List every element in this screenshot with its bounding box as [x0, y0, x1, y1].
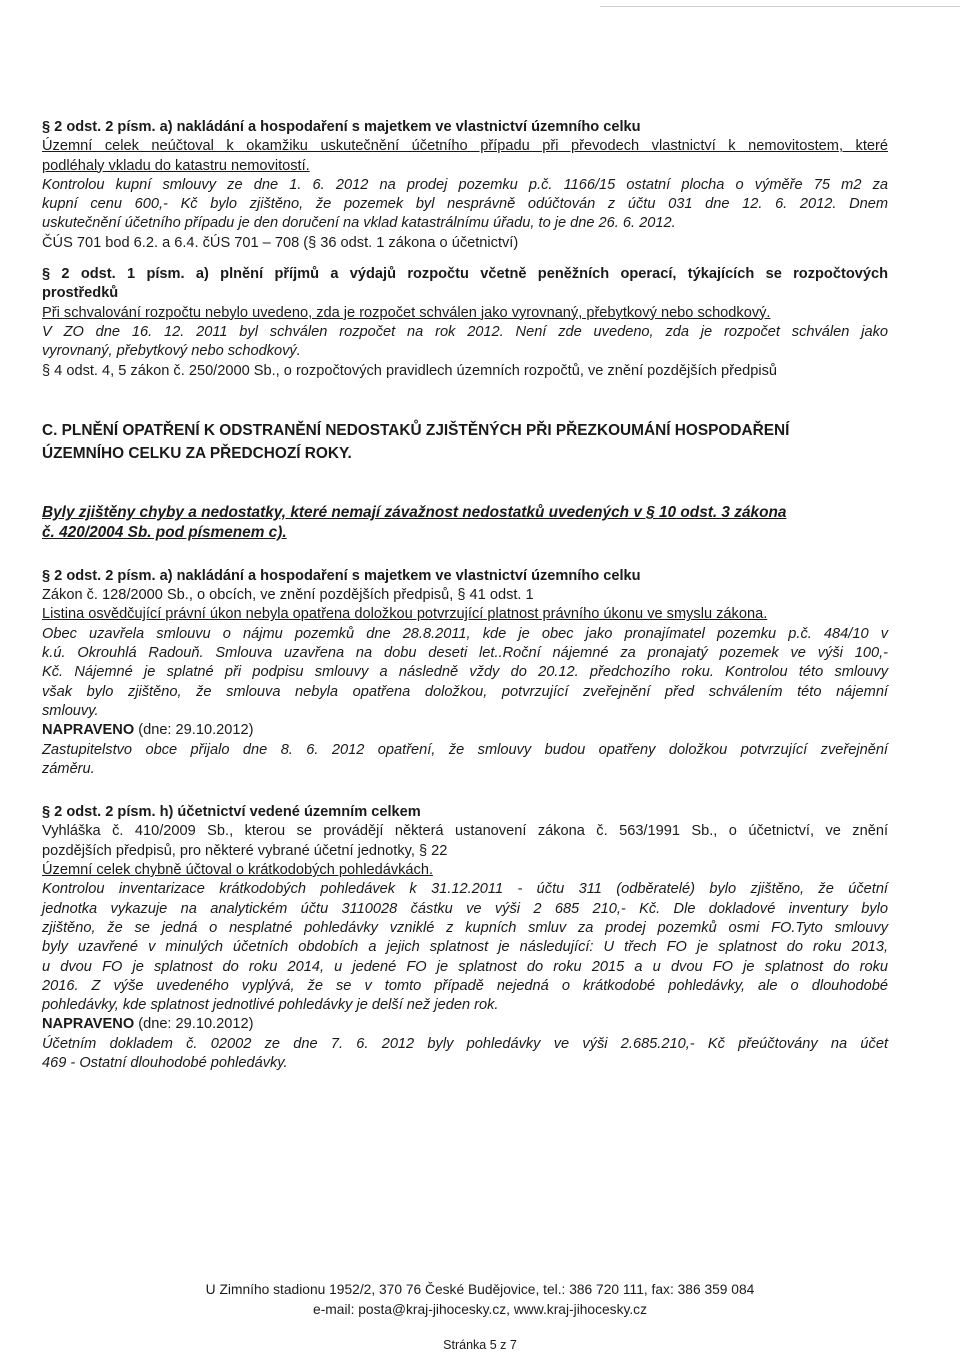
legal-reference: ČÚS 701 bod 6.2. a 6.4. čÚS 701 – 708 (§ 36 odst. 1 zákona o účetnictví) — [42, 234, 519, 251]
section-finding-accounting — [42, 803, 888, 1073]
section-heading: § 2 odst. 2 písm. a) nakládání a hospodaření s majetkem ve vlastnictví územního celku — [42, 567, 641, 584]
finding-detail: jednotka vykazuje na analytickém účtu 3110028 částku ve výši 2 685 210,- Kč. Dle dokladové inventury bylo — [42, 900, 888, 917]
section-c-heading — [42, 419, 888, 465]
finding-detail: u dvou FO je splatnost do roku 2014, u jedené FO je splatnost do roku 2015 a u dvou FO je splatnost do roku — [42, 958, 888, 975]
finding-detail: Kontrolou inventarizace krátkodobých pohledávek k 31.12.2011 - účtu 311 (odběratelé) bylo zjištěno, že účetní — [42, 881, 888, 898]
document-body — [42, 118, 888, 1073]
finding-text: Listina osvědčující právní úkon nebyla opatřena doložkou potvrzující platnost právního úkonu ve smyslu zákona. — [42, 606, 768, 623]
remedied-date: (dne: 29.10.2012) — [134, 1016, 254, 1033]
finding-text: podléhaly vkladu do katastru nemovitostí. — [42, 157, 310, 174]
section-heading: § 2 odst. 2 písm. a) nakládání a hospodaření s majetkem ve vlastnictví územního celku — [42, 119, 641, 135]
finding-detail: k.ú. Okrouhlá Radouň. Smlouva uzavřena na dobu deseti let..Roční nájemné za pronajatý pozemek ve výši 100,- — [42, 645, 888, 662]
remedied-status — [42, 721, 888, 740]
page-number: Stránka 5 z 7 — [443, 1338, 517, 1352]
remedy-detail: Zastupitelstvo obce přijalo dne 8. 6. 2012 opatření, že smlouvy budou opatřeny doložkou potvrzující zveřejnění — [42, 741, 888, 758]
section-title-cont: ÚZEMNÍHO CELKU ZA PŘEDCHOZÍ ROKY. — [42, 444, 352, 462]
finding-text: Územní celek chybně účtoval o krátkodobých pohledávkách. — [42, 862, 434, 879]
finding-detail: uskutečnění účetního případu je den doručení na vklad katastrálnímu úřadu, to je dne 26. 6. 2012. — [42, 215, 676, 232]
statement-line: č. 420/2004 Sb. pod písmenem c). — [42, 523, 287, 541]
findings-statement — [42, 503, 888, 543]
statement-line: Byly zjištěny chyby a nedostatky, které nemají závažnost nedostatků uvedených v § 10 odst. 3 zákona — [42, 503, 787, 521]
legal-reference-cont: pozdějších předpisů, pro některé vybrané účetní jednotky, § 22 — [42, 842, 448, 859]
finding-detail: pohledávky, kde splatnost jednotlivé pohledávky je delší než jeden rok. — [42, 997, 499, 1014]
section-title: C. PLNĚNÍ OPATŘENÍ K ODSTRANĚNÍ NEDOSTAKŮ ZJIŠTĚNÝCH PŘI PŘEZKOUMÁNÍ HOSPODAŘENÍ — [42, 421, 790, 439]
remedy-detail: 469 - Ostatní dlouhodobé pohledávky. — [42, 1054, 288, 1071]
finding-detail: zjištěno, že se jedná o nesplatné pohledávky vzniklé z kupních smluv za prodej pozemků osmi FO.Tyto smlouvy — [42, 919, 888, 936]
finding-detail: Obec uzavřela smlouvu o nájmu pozemků dne 28.8.2011, kde je obec jako pronajímatel pozemku p.č. 484/10 v — [42, 625, 888, 642]
page-footer — [0, 1280, 960, 1320]
finding-detail: vyrovnaný, přebytkový nebo schodkový. — [42, 343, 301, 360]
finding-text: Územní celek neúčtoval k okamžiku uskutečnění účetního případu při převodech vlastnictví k nemovitostem, které — [42, 138, 888, 155]
finding-detail: Kč. Nájemné je splatné při podpisu smlouvy a následně vždy do 20.12. předchozího roku. Kontrolou této smlouvy — [42, 664, 888, 681]
remedied-label: NAPRAVENO — [42, 722, 135, 739]
finding-detail: však bylo zjištěno, že smlouva nebyla opatřena doložkou, potvrzující zveřejnění před schválením této nájemní — [42, 683, 888, 700]
legal-reference: Zákon č. 128/2000 Sb., o obcích, ve znění pozdějších předpisů, § 41 odst. 1 — [42, 587, 534, 604]
finding-detail: kupní cenu 600,- Kč bylo zjištěno, že pozemek byl nesprávně odúčtován z účtu 031 dne 12. 6. 2012. Dnem — [42, 196, 888, 213]
section-heading: § 2 odst. 1 písm. a) plnění příjmů a výdajů rozpočtu včetně peněžních operací, týkajících se rozpočtových — [42, 266, 888, 283]
remedy-detail: záměru. — [42, 760, 95, 777]
section-finding-lease — [42, 567, 888, 779]
section-heading: § 2 odst. 2 písm. h) účetnictví vedené územním celkem — [42, 804, 421, 821]
remedied-date: (dne: 29.10.2012) — [134, 722, 254, 739]
legal-reference: § 4 odst. 4, 5 zákon č. 250/2000 Sb., o rozpočtových pravidlech územních rozpočtů, ve znění pozdějších předpisů — [42, 362, 777, 379]
remedied-status — [42, 1015, 888, 1034]
remedy-detail: Účetním dokladem č. 02002 ze dne 7. 6. 2012 byly pohledávky ve výši 2.685.210,- Kč přeúčtovány na účet — [42, 1035, 888, 1052]
finding-detail: smlouvy. — [42, 702, 99, 719]
finding-text: Při schvalování rozpočtu nebylo uvedeno, zda je rozpočet schválen jako vyrovnaný, přebytkový nebo schodkový. — [42, 304, 771, 321]
section-finding-property — [42, 118, 888, 253]
remedied-label: NAPRAVENO — [42, 1016, 135, 1033]
finding-detail: Kontrolou kupní smlouvy ze dne 1. 6. 2012 na prodej pozemku p.č. 1166/15 ostatní plocha o výměře 75 m2 za — [42, 176, 888, 193]
finding-detail: byly uzavřené v minulých účetních obdobích a jejich splatnost je následující: U třech FO je splatnost do roku 2013, — [42, 939, 888, 956]
legal-reference: Vyhláška č. 410/2009 Sb., kterou se provádějí některá ustanovení zákona č. 563/1991 Sb., o účetnictví, ve znění — [42, 823, 888, 840]
footer-contact: e-mail: posta@kraj-jihocesky.cz, www.kraj-jihocesky.cz — [313, 1302, 647, 1317]
scan-top-line — [600, 6, 960, 7]
finding-detail: 2016. Z výše uvedeného vyplývá, že se v tomto případě nejedná o krátkodobé pohledávky, ale o dlouhodobé — [42, 977, 888, 994]
footer-address: U Zimního stadionu 1952/2, 370 76 České Budějovice, tel.: 386 720 111, fax: 386 359 084 — [205, 1282, 755, 1297]
section-heading-cont: prostředků — [42, 285, 119, 302]
finding-detail: V ZO dne 16. 12. 2011 byl schválen rozpočet na rok 2012. Není zde uvedeno, zda je rozpočet schválen jako — [42, 323, 888, 340]
section-finding-budget — [42, 265, 888, 381]
